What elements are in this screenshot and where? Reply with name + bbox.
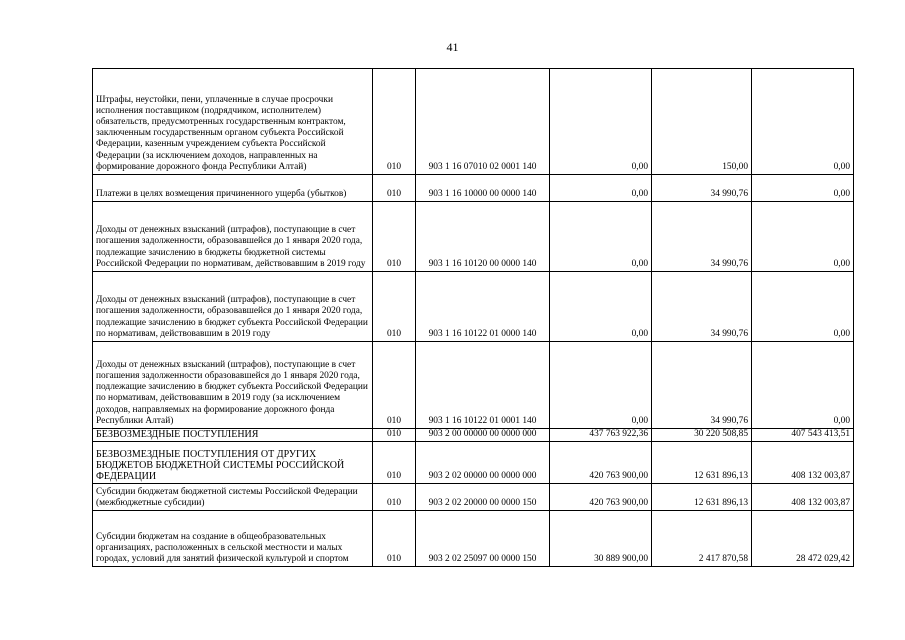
row-kbk: 903 2 02 25097 00 0000 150 bbox=[416, 511, 550, 567]
row-code: 010 bbox=[373, 202, 416, 272]
row-name: Доходы от денежных взысканий (штрафов), поступающие в счет погашения задолженности образовавшейся до 1 января 2020 года, подлежащие зачислению в бюджет субъекта Российской Федерации по нормативам, действовавшим в 2019 году (за исключением доходов, направляемых на формирование дорожного фонда Республики Алтай) bbox=[93, 342, 373, 429]
row-fact: 12 631 896,13 bbox=[652, 442, 752, 484]
row-remainder: 407 543 413,51 bbox=[752, 429, 854, 442]
table-row bbox=[93, 511, 854, 567]
page-number: 41 bbox=[446, 40, 459, 54]
row-plan: 420 763 900,00 bbox=[550, 484, 652, 511]
row-code: 010 bbox=[373, 69, 416, 175]
table-row bbox=[93, 175, 854, 202]
row-plan: 0,00 bbox=[550, 175, 652, 202]
row-kbk: 903 2 02 20000 00 0000 150 bbox=[416, 484, 550, 511]
income-report-table bbox=[92, 68, 854, 567]
row-kbk: 903 2 02 00000 00 0000 000 bbox=[416, 442, 550, 484]
row-code: 010 bbox=[373, 272, 416, 342]
row-kbk: 903 1 16 10120 00 0000 140 bbox=[416, 202, 550, 272]
row-remainder: 0,00 bbox=[752, 175, 854, 202]
row-plan: 0,00 bbox=[550, 342, 652, 429]
row-code: 010 bbox=[373, 511, 416, 567]
row-code: 010 bbox=[373, 484, 416, 511]
row-plan: 0,00 bbox=[550, 69, 652, 175]
row-fact: 2 417 870,58 bbox=[652, 511, 752, 567]
row-name: Штрафы, неустойки, пени, уплаченные в случае просрочки исполнения поставщиком (подрядчиком, исполнителем) обязательств, предусмотренных государственным контрактом, заключенным государственным органом субъекта Российской Федерации, казенным учреждением субъекта Российской Федерации (за исключением доходов, направленных на формирование дорожного фонда Республики Алтай) bbox=[93, 69, 373, 175]
row-remainder: 28 472 029,42 bbox=[752, 511, 854, 567]
row-fact: 12 631 896,13 bbox=[652, 484, 752, 511]
row-remainder: 408 132 003,87 bbox=[752, 484, 854, 511]
row-code: 010 bbox=[373, 442, 416, 484]
row-kbk: 903 2 00 00000 00 0000 000 bbox=[416, 429, 550, 442]
row-kbk: 903 1 16 10122 01 0001 140 bbox=[416, 342, 550, 429]
row-kbk: 903 1 16 07010 02 0001 140 bbox=[416, 69, 550, 175]
row-code: 010 bbox=[373, 429, 416, 442]
row-kbk: 903 1 16 10000 00 0000 140 bbox=[416, 175, 550, 202]
row-fact: 34 990,76 bbox=[652, 272, 752, 342]
row-fact: 34 990,76 bbox=[652, 342, 752, 429]
row-plan: 420 763 900,00 bbox=[550, 442, 652, 484]
row-plan: 0,00 bbox=[550, 202, 652, 272]
row-plan: 0,00 bbox=[550, 272, 652, 342]
row-plan: 30 889 900,00 bbox=[550, 511, 652, 567]
row-plan: 437 763 922,36 bbox=[550, 429, 652, 442]
row-name: Доходы от денежных взысканий (штрафов), поступающие в счет погашения задолженности, образовавшейся до 1 января 2020 года, подлежащие зачислению в бюджеты бюджетной системы Российской Федерации по нормативам, действовавшим в 2019 году bbox=[93, 202, 373, 272]
row-fact: 34 990,76 bbox=[652, 202, 752, 272]
table-row bbox=[93, 342, 854, 429]
row-remainder: 0,00 bbox=[752, 202, 854, 272]
table-row bbox=[93, 69, 854, 175]
row-name: БЕЗВОЗМЕЗДНЫЕ ПОСТУПЛЕНИЯ bbox=[93, 429, 373, 442]
row-remainder: 0,00 bbox=[752, 342, 854, 429]
row-code: 010 bbox=[373, 175, 416, 202]
row-fact: 150,00 bbox=[652, 69, 752, 175]
table-row bbox=[93, 429, 854, 442]
row-name: Субсидии бюджетам бюджетной системы Российской Федерации (межбюджетные субсидии) bbox=[93, 484, 373, 511]
table-row bbox=[93, 442, 854, 484]
row-name: Доходы от денежных взысканий (штрафов), поступающие в счет погашения задолженности, образовавшейся до 1 января 2020 года, подлежащие зачислению в бюджет субъекта Российской Федерации по нормативам, действовавшим в 2019 году bbox=[93, 272, 373, 342]
table-row bbox=[93, 272, 854, 342]
row-name: Платежи в целях возмещения причиненного ущерба (убытков) bbox=[93, 175, 373, 202]
row-name: БЕЗВОЗМЕЗДНЫЕ ПОСТУПЛЕНИЯ ОТ ДРУГИХ БЮДЖЕТОВ БЮДЖЕТНОЙ СИСТЕМЫ РОССИЙСКОЙ ФЕДЕРАЦИИ bbox=[93, 442, 373, 484]
row-remainder: 0,00 bbox=[752, 272, 854, 342]
row-kbk: 903 1 16 10122 01 0000 140 bbox=[416, 272, 550, 342]
row-remainder: 408 132 003,87 bbox=[752, 442, 854, 484]
table-row bbox=[93, 484, 854, 511]
row-name: Субсидии бюджетам на создание в общеобразовательных организациях, расположенных в сельской местности и малых городах, условий для занятий физической культурой и спортом bbox=[93, 511, 373, 567]
table-row bbox=[93, 202, 854, 272]
row-code: 010 bbox=[373, 342, 416, 429]
row-remainder: 0,00 bbox=[752, 69, 854, 175]
row-fact: 34 990,76 bbox=[652, 175, 752, 202]
row-fact: 30 220 508,85 bbox=[652, 429, 752, 442]
